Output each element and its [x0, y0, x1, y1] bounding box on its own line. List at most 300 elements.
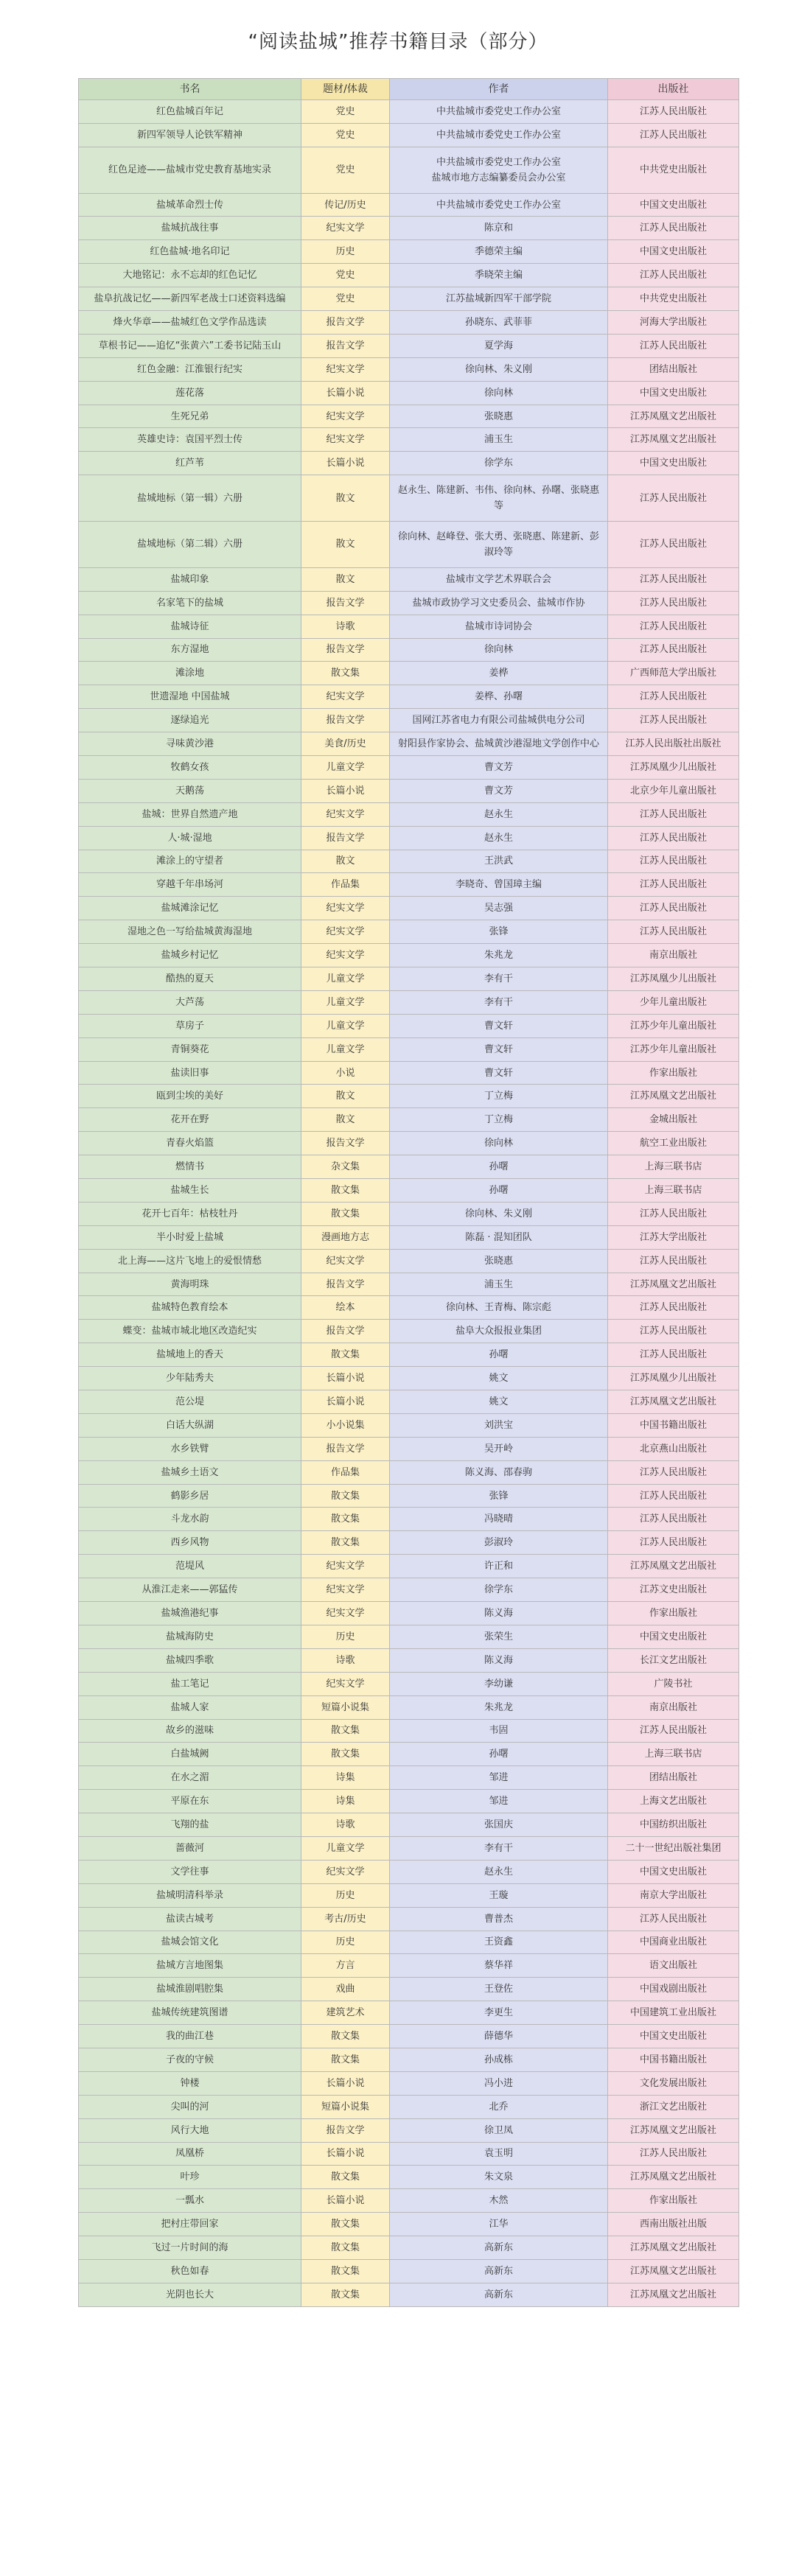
author-cell: 朱兆龙	[390, 1695, 608, 1719]
book-name-cell: 飞翔的盐	[79, 1813, 301, 1837]
table-row	[79, 615, 739, 638]
book-name-cell: 红色盐城百年记	[79, 100, 301, 124]
table-row	[79, 897, 739, 920]
publisher-cell: 南京出版社	[608, 1695, 739, 1719]
author-cell: 朱文泉	[390, 2166, 608, 2189]
author-cell: 孙曙	[390, 1179, 608, 1203]
publisher-cell: 江苏人民出版社	[608, 334, 739, 357]
author-cell: 曹文轩	[390, 1037, 608, 1061]
genre-cell: 儿童文学	[301, 1836, 390, 1860]
book-name-cell: 飞过一片时间的海	[79, 2236, 301, 2260]
publisher-cell: 江苏人民出版社	[608, 1343, 739, 1367]
book-name-cell: 盐城乡土语文	[79, 1460, 301, 1484]
publisher-cell: 中国商业出版社	[608, 1931, 739, 1954]
book-name-cell: 白话大纵湖	[79, 1413, 301, 1437]
genre-cell: 传记/历史	[301, 193, 390, 217]
author-cell: 曹普杰	[390, 1907, 608, 1931]
genre-cell: 散文集	[301, 1484, 390, 1508]
table-row	[79, 1766, 739, 1790]
genre-cell: 党史	[301, 123, 390, 147]
table-row	[79, 779, 739, 802]
author-cell: 张荣生	[390, 1625, 608, 1648]
publisher-cell: 中国文史出版社	[608, 1860, 739, 1883]
book-name-cell: 花开七百年：枯枝牡丹	[79, 1202, 301, 1225]
book-name-cell: 生死兄弟	[79, 405, 301, 428]
publisher-cell: 西南出版社出版	[608, 2213, 739, 2236]
book-name-cell: 大地铭记：永不忘却的红色记忆	[79, 264, 301, 287]
genre-cell: 短篇小说集	[301, 2095, 390, 2118]
publisher-cell: 江苏人民出版社	[608, 1320, 739, 1343]
book-name-cell: 红色金融：江淮银行纪实	[79, 357, 301, 381]
table-row	[79, 1413, 739, 1437]
publisher-cell: 江苏人民出版社	[608, 1508, 739, 1531]
genre-cell: 散文集	[301, 1743, 390, 1766]
publisher-cell: 中国文史出版社	[608, 381, 739, 405]
author-cell: 李幼谦	[390, 1672, 608, 1695]
genre-cell: 纪实文学	[301, 802, 390, 826]
genre-cell: 历史	[301, 1625, 390, 1648]
table-row	[79, 1695, 739, 1719]
table-row	[79, 1648, 739, 1672]
publisher-cell: 上海文艺出版社	[608, 1790, 739, 1813]
table-row	[79, 1367, 739, 1390]
author-cell: 张晓惠	[390, 1249, 608, 1273]
table-row	[79, 1954, 739, 1978]
book-name-cell: 东方湿地	[79, 638, 301, 662]
author-cell: 姚文	[390, 1390, 608, 1414]
book-name-cell: 草房子	[79, 1014, 301, 1037]
genre-cell: 长篇小说	[301, 1367, 390, 1390]
table-row	[79, 1931, 739, 1954]
genre-cell: 散文集	[301, 2048, 390, 2071]
table-row	[79, 2189, 739, 2213]
publisher-cell: 江苏人民出版社	[608, 615, 739, 638]
author-cell: 浦玉生	[390, 1273, 608, 1296]
table-row	[79, 428, 739, 452]
publisher-cell: 江苏人民出版社	[608, 638, 739, 662]
book-name-cell: 西乡风物	[79, 1531, 301, 1555]
author-cell: 盐城市文学艺术界联合会	[390, 567, 608, 591]
genre-cell: 散文集	[301, 1343, 390, 1367]
book-name-cell: 尖叫的河	[79, 2095, 301, 2118]
publisher-cell: 广西师范大学出版社	[608, 662, 739, 685]
table-row	[79, 567, 739, 591]
genre-cell: 纪实文学	[301, 357, 390, 381]
author-cell: 王璇	[390, 1883, 608, 1907]
author-cell: 季德荣主编	[390, 240, 608, 264]
table-row	[79, 826, 739, 850]
author-cell: 赵永生	[390, 802, 608, 826]
genre-cell: 报告文学	[301, 638, 390, 662]
genre-cell: 纪实文学	[301, 897, 390, 920]
author-cell: 木然	[390, 2189, 608, 2213]
author-cell: 徐学东	[390, 1578, 608, 1602]
author-cell: 邹进	[390, 1766, 608, 1790]
author-cell: 赵永生	[390, 1860, 608, 1883]
genre-cell: 纪实文学	[301, 217, 390, 240]
genre-cell: 散文	[301, 1085, 390, 1108]
genre-cell: 建筑艺术	[301, 2001, 390, 2025]
table-row	[79, 1672, 739, 1695]
book-name-cell: 盐城渔港纪事	[79, 1602, 301, 1625]
publisher-cell: 航空工业出版社	[608, 1132, 739, 1155]
publisher-cell: 作家出版社	[608, 1061, 739, 1085]
genre-cell: 小说	[301, 1061, 390, 1085]
author-cell: 江苏盐城新四军干部学院	[390, 287, 608, 311]
publisher-cell: 北京燕山出版社	[608, 1437, 739, 1460]
book-name-cell: 在水之湄	[79, 1766, 301, 1790]
book-name-cell: 寻味黄沙港	[79, 732, 301, 756]
book-name-cell: 盐城印象	[79, 567, 301, 591]
table-row	[79, 1132, 739, 1155]
genre-cell: 散文集	[301, 1179, 390, 1203]
genre-cell: 报告文学	[301, 826, 390, 850]
author-cell: 蔡华祥	[390, 1954, 608, 1978]
table-row	[79, 755, 739, 779]
book-name-cell: 盐城地标（第二辑）六册	[79, 522, 301, 568]
book-name-cell: 烽火华章——盐城红色文学作品选读	[79, 311, 301, 335]
author-cell: 北乔	[390, 2095, 608, 2118]
publisher-cell: 江苏凤凰少儿出版社	[608, 1367, 739, 1390]
genre-cell: 儿童文学	[301, 967, 390, 991]
book-name-cell: 水乡铁臂	[79, 1437, 301, 1460]
genre-cell: 报告文学	[301, 1320, 390, 1343]
publisher-cell: 江苏人民出版社	[608, 1484, 739, 1508]
publisher-cell: 南京大学出版社	[608, 1883, 739, 1907]
table-row	[79, 2213, 739, 2236]
publisher-cell: 江苏人民出版社	[608, 920, 739, 944]
table-row	[79, 1225, 739, 1249]
table-row	[79, 802, 739, 826]
author-cell: 盐阜大众报报业集团	[390, 1320, 608, 1343]
genre-cell: 散文	[301, 522, 390, 568]
book-name-cell: 青铜葵花	[79, 1037, 301, 1061]
genre-cell: 纪实文学	[301, 1860, 390, 1883]
author-cell: 江华	[390, 2213, 608, 2236]
publisher-cell: 江苏凤凰文艺出版社	[608, 1390, 739, 1414]
table-row	[79, 1836, 739, 1860]
genre-cell: 报告文学	[301, 334, 390, 357]
author-cell: 王洪武	[390, 850, 608, 873]
genre-cell: 报告文学	[301, 2118, 390, 2142]
author-cell: 姜桦	[390, 662, 608, 685]
publisher-cell: 江苏人民出版社	[608, 873, 739, 897]
genre-cell: 散文集	[301, 1531, 390, 1555]
author-cell: 中共盐城市委党史工作办公室 盐城市地方志编纂委员会办公室	[390, 147, 608, 193]
author-cell: 盐城市政协学习文史委员会、盐城市作协	[390, 591, 608, 615]
book-name-cell: 盐城人家	[79, 1695, 301, 1719]
genre-cell: 美食/历史	[301, 732, 390, 756]
book-name-cell: 盐城革命烈士传	[79, 193, 301, 217]
table-row	[79, 2001, 739, 2025]
book-name-cell: 人·城·湿地	[79, 826, 301, 850]
table-row	[79, 1860, 739, 1883]
author-cell: 中共盐城市委党史工作办公室	[390, 193, 608, 217]
publisher-cell: 少年儿童出版社	[608, 990, 739, 1014]
table-row	[79, 287, 739, 311]
author-cell: 李有干	[390, 967, 608, 991]
author-cell: 曹文轩	[390, 1014, 608, 1037]
table-row	[79, 732, 739, 756]
publisher-cell: 江苏人民出版社	[608, 123, 739, 147]
genre-cell: 长篇小说	[301, 2142, 390, 2166]
genre-cell: 纪实文学	[301, 1672, 390, 1695]
publisher-cell: 南京出版社	[608, 944, 739, 967]
book-name-cell: 斗龙水韵	[79, 1508, 301, 1531]
genre-cell: 纪实文学	[301, 428, 390, 452]
genre-cell: 戏曲	[301, 1978, 390, 2001]
publisher-cell: 江苏少年儿童出版社	[608, 1014, 739, 1037]
table-row	[79, 1390, 739, 1414]
table-row	[79, 1202, 739, 1225]
table-row	[79, 1978, 739, 2001]
table-row	[79, 1625, 739, 1648]
publisher-cell: 江苏人民出版社	[608, 475, 739, 522]
publisher-cell: 江苏凤凰文艺出版社	[608, 1085, 739, 1108]
publisher-cell: 江苏少年儿童出版社	[608, 1037, 739, 1061]
author-cell: 张晓惠	[390, 405, 608, 428]
author-cell: 夏学海	[390, 334, 608, 357]
author-cell: 曹文芳	[390, 779, 608, 802]
publisher-cell: 江苏人民出版社	[608, 1202, 739, 1225]
book-name-cell: 盐城方言地图集	[79, 1954, 301, 1978]
publisher-cell: 江苏人民出版社	[608, 709, 739, 732]
book-name-cell: 逐绿追光	[79, 709, 301, 732]
author-cell: 徐向林	[390, 638, 608, 662]
table-row	[79, 2236, 739, 2260]
genre-cell: 散文	[301, 1108, 390, 1132]
table-row	[79, 1296, 739, 1320]
publisher-cell: 北京少年儿童出版社	[608, 779, 739, 802]
author-cell: 张锋	[390, 920, 608, 944]
publisher-cell: 江苏人民出版社	[608, 591, 739, 615]
author-cell: 孙曙	[390, 1343, 608, 1367]
publisher-cell: 团结出版社	[608, 1766, 739, 1790]
author-cell: 彭淑玲	[390, 1531, 608, 1555]
book-name-cell: 盐城会馆文化	[79, 1931, 301, 1954]
genre-cell: 散文集	[301, 1508, 390, 1531]
genre-cell: 纪实文学	[301, 1578, 390, 1602]
publisher-cell: 中国文史出版社	[608, 452, 739, 475]
author-cell: 高新东	[390, 2259, 608, 2283]
genre-cell: 长篇小说	[301, 779, 390, 802]
table-row	[79, 2095, 739, 2118]
author-cell: 盐城市诗词协会	[390, 615, 608, 638]
author-cell: 张锋	[390, 1484, 608, 1508]
table-row	[79, 990, 739, 1014]
table-row	[79, 1460, 739, 1484]
author-cell: 李有干	[390, 1836, 608, 1860]
publisher-cell: 江苏人民出版社	[608, 2142, 739, 2166]
publisher-cell: 江苏人民出版社	[608, 264, 739, 287]
book-name-cell: 盐读旧事	[79, 1061, 301, 1085]
table-header-row	[79, 79, 739, 100]
book-name-cell: 叶珍	[79, 2166, 301, 2189]
publisher-cell: 浙江文艺出版社	[608, 2095, 739, 2118]
author-cell: 赵永生、陈建新、韦伟、徐向林、孙曙、张晓惠等	[390, 475, 608, 522]
book-name-cell: 半小时爱上盐城	[79, 1225, 301, 1249]
genre-cell: 小小说集	[301, 1413, 390, 1437]
genre-cell: 散文	[301, 850, 390, 873]
genre-cell: 散文集	[301, 662, 390, 685]
genre-cell: 纪实文学	[301, 1249, 390, 1273]
table-row	[79, 944, 739, 967]
table-row	[79, 1249, 739, 1273]
author-cell: 薛德华	[390, 2025, 608, 2048]
header-book-name: 书名	[79, 79, 301, 100]
table-row	[79, 123, 739, 147]
publisher-cell: 中国书籍出版社	[608, 1413, 739, 1437]
genre-cell: 长篇小说	[301, 452, 390, 475]
publisher-cell: 上海三联书店	[608, 1743, 739, 1766]
table-row	[79, 685, 739, 709]
table-row	[79, 1037, 739, 1061]
genre-cell: 诗集	[301, 1766, 390, 1790]
book-name-cell: 盐城传统建筑图谱	[79, 2001, 301, 2025]
publisher-cell: 江苏人民出版社	[608, 897, 739, 920]
publisher-cell: 江苏人民出版社	[608, 1719, 739, 1743]
book-name-cell: 我的曲江巷	[79, 2025, 301, 2048]
table-row	[79, 1343, 739, 1367]
book-name-cell: 穿越千年串场河	[79, 873, 301, 897]
book-name-cell: 滩涂地	[79, 662, 301, 685]
genre-cell: 散文集	[301, 2259, 390, 2283]
table-row	[79, 662, 739, 685]
book-name-cell: 红色盐城·地名印记	[79, 240, 301, 264]
book-name-cell: 盐读古城考	[79, 1907, 301, 1931]
table-row	[79, 2118, 739, 2142]
book-name-cell: 子夜的守候	[79, 2048, 301, 2071]
table-row	[79, 1320, 739, 1343]
genre-cell: 诗集	[301, 1790, 390, 1813]
publisher-cell: 江苏凤凰文艺出版社	[608, 1273, 739, 1296]
genre-cell: 报告文学	[301, 709, 390, 732]
book-name-cell: 盐城乡村记忆	[79, 944, 301, 967]
book-name-cell: 英雄史诗：袁国平烈士传	[79, 428, 301, 452]
publisher-cell: 二十一世纪出版社集团	[608, 1836, 739, 1860]
author-cell: 季晓荣主编	[390, 264, 608, 287]
book-name-cell: 名家笔下的盐城	[79, 591, 301, 615]
book-name-cell: 一瓢水	[79, 2189, 301, 2213]
author-cell: 浦玉生	[390, 428, 608, 452]
table-row	[79, 2048, 739, 2071]
genre-cell: 党史	[301, 264, 390, 287]
genre-cell: 纪实文学	[301, 1555, 390, 1578]
genre-cell: 方言	[301, 1954, 390, 1978]
book-name-cell: 瓯到尘埃的美好	[79, 1085, 301, 1108]
table-row	[79, 1108, 739, 1132]
genre-cell: 短篇小说集	[301, 1695, 390, 1719]
author-cell: 吴志强	[390, 897, 608, 920]
genre-cell: 党史	[301, 147, 390, 193]
publisher-cell: 中国文史出版社	[608, 1625, 739, 1648]
book-name-cell: 蝶变：盐城市城北地区改造纪实	[79, 1320, 301, 1343]
publisher-cell: 上海三联书店	[608, 1179, 739, 1203]
table-row	[79, 2259, 739, 2283]
author-cell: 冯晓晴	[390, 1508, 608, 1531]
page-title: “阅读盐城”推荐书籍目录（部分）	[248, 31, 548, 53]
table-row	[79, 475, 739, 522]
book-name-cell: 盐城：世界自然遗产地	[79, 802, 301, 826]
publisher-cell: 中国文史出版社	[608, 193, 739, 217]
genre-cell: 散文	[301, 475, 390, 522]
genre-cell: 历史	[301, 1931, 390, 1954]
genre-cell: 绘本	[301, 1296, 390, 1320]
table-row	[79, 1790, 739, 1813]
book-name-cell: 范堤风	[79, 1555, 301, 1578]
book-name-cell: 青春火焰篮	[79, 1132, 301, 1155]
publisher-cell: 江苏凤凰文艺出版社	[608, 2118, 739, 2142]
genre-cell: 作品集	[301, 873, 390, 897]
publisher-cell: 江苏人民出版社	[608, 826, 739, 850]
genre-cell: 散文集	[301, 2236, 390, 2260]
book-name-cell: 黄海明珠	[79, 1273, 301, 1296]
genre-cell: 儿童文学	[301, 990, 390, 1014]
author-cell: 许正和	[390, 1555, 608, 1578]
table-body	[79, 100, 739, 2307]
table-row	[79, 1743, 739, 1766]
header-publisher: 出版社	[608, 79, 739, 100]
genre-cell: 纪实文学	[301, 920, 390, 944]
genre-cell: 报告文学	[301, 311, 390, 335]
author-cell: 中共盐城市委党史工作办公室	[390, 100, 608, 124]
publisher-cell: 江苏人民出版社	[608, 1531, 739, 1555]
book-name-cell: 范公堤	[79, 1390, 301, 1414]
table-row	[79, 1155, 739, 1179]
genre-cell: 散文集	[301, 2283, 390, 2306]
genre-cell: 报告文学	[301, 1132, 390, 1155]
table-row	[79, 1484, 739, 1508]
table-row	[79, 405, 739, 428]
table-row	[79, 522, 739, 568]
publisher-cell: 中国建筑工业出版社	[608, 2001, 739, 2025]
author-cell: 国网江苏省电力有限公司盐城供电分公司	[390, 709, 608, 732]
publisher-cell: 江苏人民出版社	[608, 567, 739, 591]
publisher-cell: 江苏凤凰少儿出版社	[608, 967, 739, 991]
book-name-cell: 湿地之色一写给盐城黄海湿地	[79, 920, 301, 944]
book-name-cell: 秋色如春	[79, 2259, 301, 2283]
genre-cell: 诗歌	[301, 1813, 390, 1837]
table-row	[79, 1578, 739, 1602]
book-name-cell: 盐城地标（第一辑）六册	[79, 475, 301, 522]
author-cell: 李有干	[390, 990, 608, 1014]
author-cell: 徐向林、王青梅、陈宗彪	[390, 1296, 608, 1320]
book-name-cell: 从淮江走来——郭猛传	[79, 1578, 301, 1602]
genre-cell: 漫画地方志	[301, 1225, 390, 1249]
book-name-cell: 盐城诗征	[79, 615, 301, 638]
publisher-cell: 江苏人民出版社	[608, 522, 739, 568]
table-row	[79, 2142, 739, 2166]
genre-cell: 诗歌	[301, 1648, 390, 1672]
book-name-cell: 北上海——这片飞地上的爱恨情愁	[79, 1249, 301, 1273]
genre-cell: 长篇小说	[301, 1390, 390, 1414]
book-name-cell: 文学往事	[79, 1860, 301, 1883]
publisher-cell: 作家出版社	[608, 2189, 739, 2213]
author-cell: 徐学东	[390, 452, 608, 475]
author-cell: 孙曙	[390, 1743, 608, 1766]
book-name-cell: 少年陆秀夫	[79, 1367, 301, 1390]
genre-cell: 纪实文学	[301, 685, 390, 709]
table-row	[79, 193, 739, 217]
author-cell: 陈义海、邵春驹	[390, 1460, 608, 1484]
table-row	[79, 334, 739, 357]
genre-cell: 长篇小说	[301, 2071, 390, 2095]
author-cell: 陈磊 · 混知团队	[390, 1225, 608, 1249]
publisher-cell: 团结出版社	[608, 357, 739, 381]
author-cell: 陈义海	[390, 1648, 608, 1672]
publisher-cell: 中国戏剧出版社	[608, 1978, 739, 2001]
genre-cell: 报告文学	[301, 1437, 390, 1460]
